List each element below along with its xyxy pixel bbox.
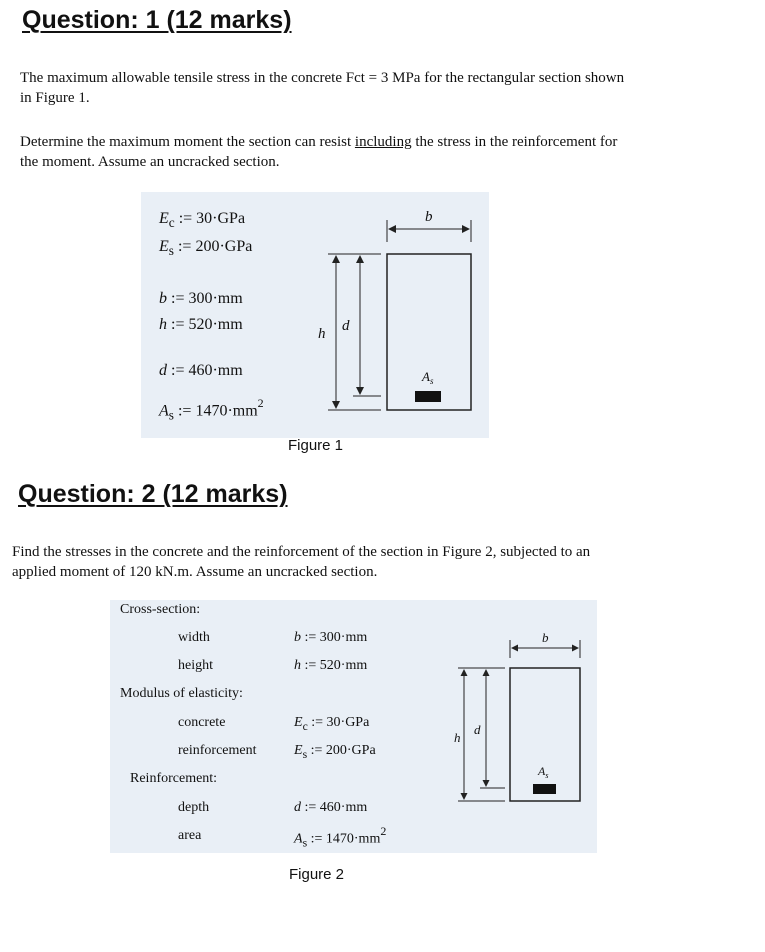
- q1-para2-underlined: including: [354, 134, 412, 150]
- fig2-width-label: width: [178, 630, 210, 645]
- fig2-diagram-as-label: $A_s$: [538, 764, 549, 780]
- fig1-b-def: b := 300·mm: [159, 290, 243, 307]
- fig2-reinforcement-row-label: reinforcement: [178, 743, 257, 758]
- question-1-paragraph-1: [20, 68, 740, 108]
- fig2-es-def: $E_s$ := 200·GPa: [294, 743, 376, 761]
- fig1-es-def: $E_s$ := 200·GPa: [159, 238, 253, 259]
- fig2-diagram-b-label: b: [542, 630, 549, 645]
- fig1-diagram-h-label: h: [318, 326, 326, 342]
- fig2-diagram-h-label: h: [454, 730, 461, 745]
- fig1-as-def: $A_s$ := $1470\cdot mm^2$: [159, 396, 264, 423]
- fig2-reinforcement-heading: Reinforcement:: [130, 771, 218, 786]
- q2-para-line1: Find the stresses in the concrete and the reinforcement of the section in Figure 2, subjected to an: [12, 544, 591, 560]
- fig1-diagram-d-label: d: [342, 318, 350, 334]
- fig2-height-label: height: [178, 658, 213, 673]
- fig1-d-def: d := 460·mm: [159, 362, 243, 379]
- fig2-depth-label: depth: [178, 800, 210, 815]
- figure-1-caption: Figure 1: [288, 437, 344, 454]
- figure-2-caption: Figure 2: [289, 866, 345, 883]
- q1-para2-before: Determine the maximum moment the section can resist: [20, 134, 355, 150]
- fig1-section-diagram: [141, 192, 489, 438]
- fig2-cross-section-heading: Cross-section:: [120, 602, 201, 617]
- q1-para1-line1: The maximum allowable tensile stress in the concrete Fct = 3 MPa for the rectangular section shown: [20, 70, 625, 86]
- fig2-concrete-label: concrete: [178, 715, 226, 730]
- fig2-d-def: d := 460·mm: [294, 800, 368, 815]
- fig1-h-def: h := 520·mm: [159, 316, 243, 333]
- figure-2: [110, 600, 597, 853]
- question-1-heading: Question: 1 (12 marks): [22, 6, 292, 34]
- fig1-diagram-as-label: $A_s$: [422, 369, 434, 386]
- fig1-rebar: [415, 391, 441, 402]
- question-1-paragraph-2: [20, 132, 740, 172]
- fig2-b-def: b := 300·mm: [294, 630, 368, 645]
- fig2-section-diagram: [110, 600, 597, 853]
- question-2-paragraph: [12, 542, 742, 582]
- fig1-section-rectangle: [387, 254, 471, 410]
- fig2-diagram-d-label: d: [474, 722, 481, 737]
- q1-para2-line2: the moment. Assume an uncracked section.: [20, 154, 280, 170]
- q2-para-line2: applied moment of 120 kN.m. Assume an uncracked section.: [12, 564, 378, 580]
- fig2-rebar: [533, 784, 556, 794]
- fig2-modulus-heading: Modulus of elasticity:: [120, 686, 243, 701]
- fig1-ec-def: $E_c$ := 30·GPa: [159, 210, 246, 231]
- fig2-section-rectangle: [510, 668, 580, 801]
- fig2-h-def: h := 520·mm: [294, 658, 368, 673]
- figure-1: [141, 192, 489, 438]
- fig2-area-label: area: [178, 828, 202, 843]
- q1-para1-line2: in Figure 1.: [20, 90, 90, 106]
- q1-para2-after: the stress in the reinforcement for: [411, 134, 618, 150]
- fig2-ec-def: $E_c$ := 30·GPa: [294, 715, 370, 733]
- fig2-as-def: $A_s$ := $1470\cdot mm^2$: [294, 824, 387, 850]
- question-2-heading: Question: 2 (12 marks): [18, 480, 288, 508]
- fig1-diagram-b-label: b: [425, 209, 433, 225]
